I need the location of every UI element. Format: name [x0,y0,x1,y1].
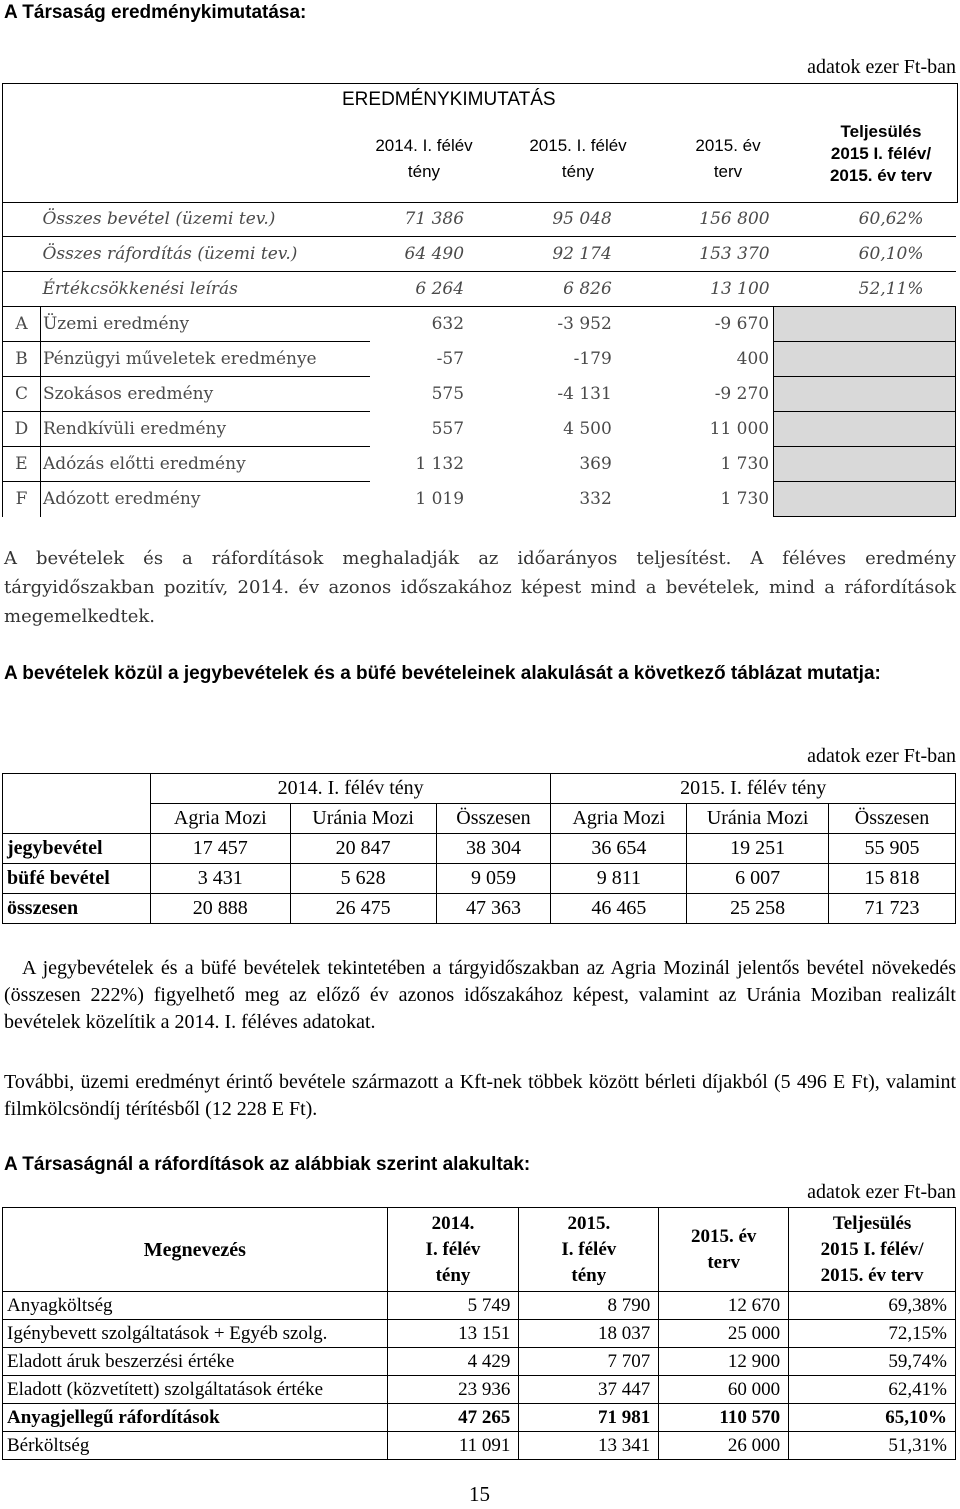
value-fulfilment [774,377,956,412]
value-cell: 15 818 [829,864,956,894]
value-cell: 9 059 [436,864,551,894]
unit-label-2: adatok ezer Ft-ban [807,745,956,767]
table3-row [3,1320,956,1348]
table1-col4-header: Teljesülés 2015 I. félév/ 2015. év terv [829,122,933,185]
value-cell: 13 151 [387,1320,519,1348]
value-cell: 8 790 [519,1292,659,1320]
value-plan: -9 270 [714,384,770,404]
section-heading-income-statement: A Társaság eredménykimutatása: [4,2,307,23]
value-plan: 1 730 [720,489,770,509]
value-cell: 19 251 [687,834,829,864]
value-cell: 7 707 [519,1348,659,1376]
table3-header-col4: Teljesülés 2015 I. félév/ 2015. év terv [789,1208,956,1292]
row-code: F [3,482,41,517]
table1-row [3,482,956,517]
table2-group2-header: 2015. I. félév tény [551,774,956,804]
table3-row [3,1348,956,1376]
value-cell: 37 447 [519,1376,659,1404]
row-code: D [3,412,41,447]
value-2014: 6 264 [370,272,464,307]
row-label: büfé bevétel [3,864,151,894]
table3-row [3,1376,956,1404]
value-2014: 64 490 [370,237,464,272]
table1-row [3,272,956,307]
value-cell: 46 465 [551,894,687,924]
value-plan: 156 800 [622,202,774,237]
table1-row [3,342,956,377]
row-label: Eladott áruk beszerzési értéke [3,1348,388,1376]
row-label: Szokásos eredmény [40,377,370,412]
table2 [2,773,956,924]
table2-sub-header: Összesen [829,804,956,834]
value-2014: 632 [431,314,465,335]
row-label: Összes ráfordítás (üzemi tev.) [40,237,370,272]
row-code: A [3,307,41,342]
table1-title: EREDMÉNYKIMUTATÁS [342,89,556,110]
value-2015: -4 131 [557,384,612,404]
value-2015: 332 [579,489,612,509]
value-fulfilment: 52,11% [774,272,956,307]
row-code: B [3,342,41,377]
value-2015: -3 952 [557,314,612,335]
value-fulfilment [774,482,956,517]
value-cell: 72,15% [789,1320,956,1348]
value-cell: 47 363 [436,894,551,924]
value-cell: 36 654 [551,834,687,864]
value-plan: -9 670 [714,314,770,335]
page-number: 15 [469,1482,490,1506]
value-cell: 55 905 [829,834,956,864]
table3-header-name: Megnevezés [3,1208,388,1292]
value-cell: 38 304 [436,834,551,864]
table2-sub-header: Uránia Mozi [687,804,829,834]
value-cell: 5 749 [387,1292,519,1320]
row-code [3,237,41,272]
value-cell: 71 981 [519,1404,659,1432]
value-cell: 26 000 [659,1432,789,1460]
table2-sub-header: Agria Mozi [551,804,687,834]
paragraph-3: További, üzemi eredményt érintő bevétele származott a Kft-nek többek között bérleti díjakból (5 496 E Ft), valamint filmkölcsöndíj térítésből (12 228 E Ft). [4,1071,956,1120]
value-2015: 4 500 [563,419,612,439]
table3-header-col2: 2015. I. félév tény [519,1208,659,1292]
table1-row [3,237,956,272]
paragraph-1: A bevételek és a ráfordítások meghaladják az időarányos teljesítést. A féléves eredmény tárgyidőszakban pozitív, 2014. év azonos időszakához képest mind a bevételek, mind a ráfordítások megemelkedtek. [4,548,956,627]
value-cell: 3 431 [150,864,290,894]
row-label: Bérköltség [3,1432,388,1460]
value-fulfilment [774,342,956,377]
value-cell: 6 007 [687,864,829,894]
row-label: Eladott (közvetített) szolgáltatások értéke [3,1376,388,1404]
table1-row [3,202,956,237]
value-cell: 62,41% [789,1376,956,1404]
row-label: jegybevétel [3,834,151,864]
table1-col3-header: 2015. év terv [695,136,761,181]
value-fulfilment: 60,10% [774,237,956,272]
table2-sub-header: Agria Mozi [150,804,290,834]
row-label: összesen [3,894,151,924]
row-label: Rendkívüli eredmény [40,412,370,447]
table2-sub-header: Uránia Mozi [290,804,436,834]
row-code: C [3,377,41,412]
value-fulfilment [774,412,956,447]
value-2014: 1 019 [415,489,465,509]
value-cell: 23 936 [387,1376,519,1404]
value-cell: 13 341 [519,1432,659,1460]
value-2015: 369 [579,454,612,474]
value-2014: 71 386 [370,202,464,237]
value-cell: 60 000 [659,1376,789,1404]
table1-row [3,307,956,342]
table1-col2-header: 2015. I. félév tény [529,136,627,181]
value-cell: 110 570 [659,1404,789,1432]
row-label: Pénzügyi műveletek eredménye [40,342,370,377]
row-label: Értékcsökkenési leírás [40,272,370,307]
table2-group1-header: 2014. I. félév tény [150,774,551,804]
table1-row [3,377,956,412]
value-cell: 12 670 [659,1292,789,1320]
value-plan: 400 [736,349,770,369]
value-fulfilment [774,307,956,342]
row-label: Adózott eredmény [40,482,370,517]
table2-row [3,834,956,864]
value-cell: 11 091 [387,1432,519,1460]
value-cell: 20 888 [150,894,290,924]
value-cell: 25 258 [687,894,829,924]
value-cell: 20 847 [290,834,436,864]
value-plan: 11 000 [709,419,770,439]
row-label: Összes bevétel (üzemi tev.) [40,202,370,237]
value-plan: 13 100 [622,272,774,307]
row-label: Anyagköltség [3,1292,388,1320]
value-2015: 6 826 [464,272,622,307]
row-label: Anyagjellegű ráfordítások [3,1404,388,1432]
value-cell: 9 811 [551,864,687,894]
table1-col1-header: 2014. I. félév tény [375,136,473,181]
value-cell: 59,74% [789,1348,956,1376]
value-cell: 26 475 [290,894,436,924]
table3-row [3,1292,956,1320]
table3 [2,1207,956,1460]
value-2015: 95 048 [464,202,622,237]
value-cell: 47 265 [387,1404,519,1432]
value-2015: 92 174 [464,237,622,272]
value-cell: 65,10% [789,1404,956,1432]
table2-sub-header: Összesen [436,804,551,834]
value-cell: 12 900 [659,1348,789,1376]
row-code: E [3,447,41,482]
value-2014: 575 [431,384,465,404]
value-cell: 51,31% [789,1432,956,1460]
value-2014: 1 132 [415,454,465,474]
value-cell: 4 429 [387,1348,519,1376]
table3-row [3,1432,956,1460]
row-code [3,202,41,237]
value-plan: 153 370 [622,237,774,272]
unit-label-3: adatok ezer Ft-ban [807,1181,956,1203]
table1 [2,202,956,517]
table3-header-col1: 2014. I. félév tény [387,1208,519,1292]
table1-row [3,412,956,447]
section-heading-expenses: A Társaságnál a ráfordítások az alábbiak szerint alakultak: [4,1154,531,1175]
value-cell: 18 037 [519,1320,659,1348]
value-fulfilment: 60,62% [774,202,956,237]
table3-row [3,1404,956,1432]
value-plan: 1 730 [720,454,770,474]
value-fulfilment [774,447,956,482]
row-label: Igénybevett szolgáltatások + Egyéb szolg. [3,1320,388,1348]
value-cell: 69,38% [789,1292,956,1320]
section-heading-revenue: A bevételek közül a jegybevételek és a büfé bevételeinek alakulását a következő táblázat mutatja: [4,663,881,684]
table2-row [3,864,956,894]
value-cell: 25 000 [659,1320,789,1348]
value-cell: 5 628 [290,864,436,894]
table2-row [3,894,956,924]
row-label: Adózás előtti eredmény [40,447,370,482]
value-cell: 17 457 [150,834,290,864]
value-2014: -57 [436,349,465,369]
value-2014: 557 [431,419,465,439]
row-code [3,272,41,307]
paragraph-2: A jegybevételek és a büfé bevételek tekintetében a tárgyidőszakban az Agria Mozinál jelentős bevétel növekedés (összesen 222%) figyelhető meg az előző év azonos időszakához képest, valamint az Uránia Moziban realizált bevételek közelítik a 2014. I. féléves adatokat. [4,957,956,1033]
row-label: Üzemi eredmény [40,307,370,342]
value-2015: -179 [573,349,612,369]
unit-label-1: adatok ezer Ft-ban [807,56,956,78]
value-cell: 71 723 [829,894,956,924]
table1-row [3,447,956,482]
table3-header-col3: 2015. év terv [659,1208,789,1292]
